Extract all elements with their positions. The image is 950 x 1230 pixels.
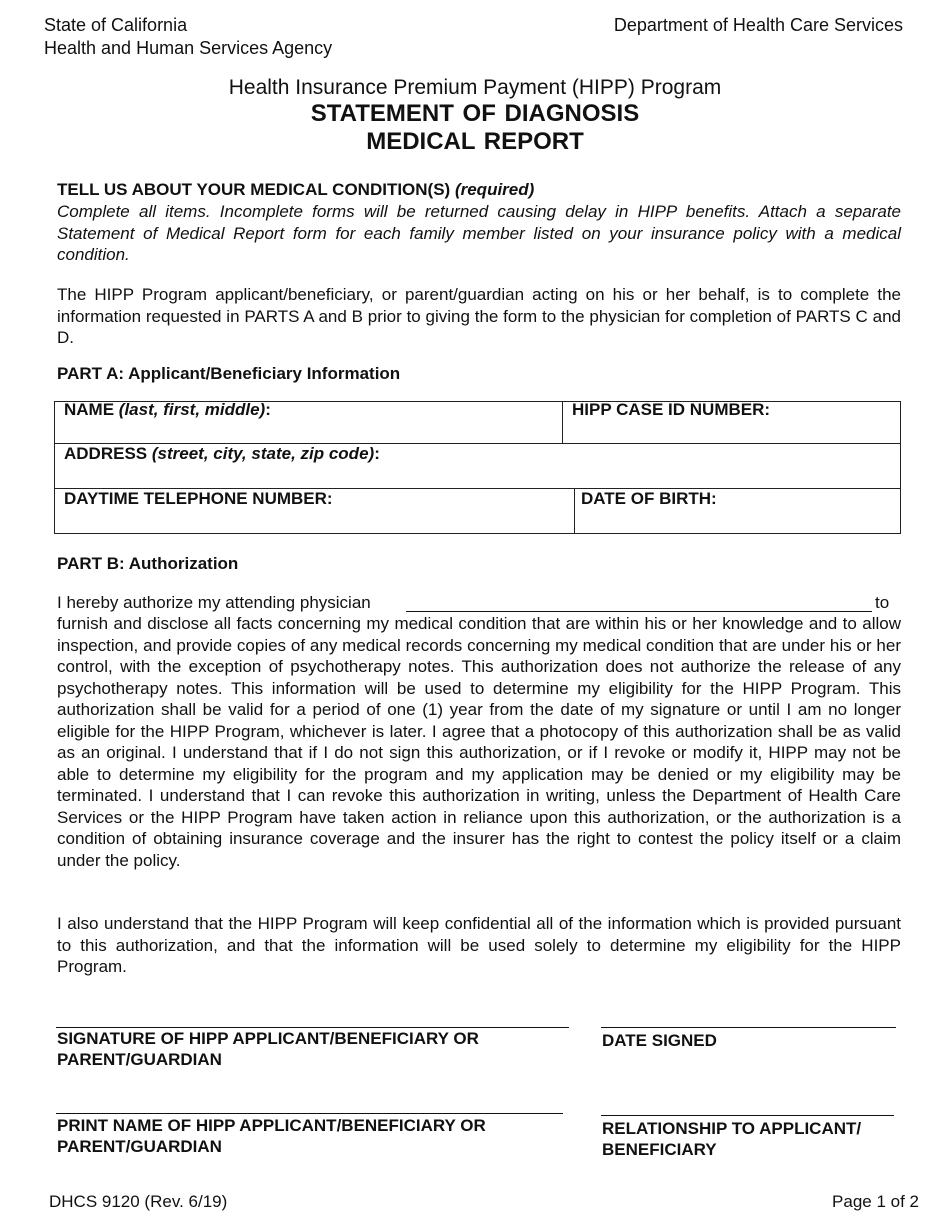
- intro-paragraph: The HIPP Program applicant/beneficiary, or parent/guardian acting on his or her behalf, is to complete the information requested in PARTS A and B prior to giving the form to the physician for completion of PARTS C and D.: [57, 285, 901, 347]
- page-number: Page 1 of 2: [832, 1192, 919, 1211]
- name-field[interactable]: NAME (last, first, middle):: [64, 400, 271, 419]
- authorization-to: to: [875, 593, 890, 612]
- case-id-label: HIPP CASE ID NUMBER:: [572, 400, 771, 419]
- form-subtitle: MEDICAL REPORT: [366, 128, 584, 155]
- agency-label: Health and Human Services Agency: [44, 38, 333, 58]
- state-label: State of California: [44, 15, 188, 35]
- relationship-line[interactable]: [601, 1115, 894, 1116]
- case-id-field[interactable]: [572, 400, 770, 420]
- heading-text: TELL US ABOUT YOUR MEDICAL CONDITION(S): [57, 180, 451, 199]
- print-name-label: PRINT NAME OF HIPP APPLICANT/BENEFICIARY OR PARENT/GUARDIAN: [57, 1116, 486, 1156]
- name-label: NAME: [64, 400, 115, 419]
- department-label: Department of Health Care Services: [613, 15, 903, 35]
- address-field[interactable]: ADDRESS (street, city, state, zip code):: [64, 444, 380, 463]
- relationship-label: RELATIONSHIP TO APPLICANT/ BENEFICIARY: [602, 1119, 862, 1159]
- required-note: (required): [454, 180, 535, 199]
- physician-name-field[interactable]: [406, 591, 872, 612]
- print-name-line[interactable]: [56, 1113, 563, 1114]
- form-id: DHCS 9120 (Rev. 6/19): [49, 1192, 228, 1211]
- table-divider: [562, 401, 563, 443]
- dob-label: DATE OF BIRTH:: [581, 489, 717, 508]
- authorization-lead-in: I hereby authorize my attending physician: [57, 593, 371, 612]
- authorization-paragraph: furnish and disclose all facts concerning my medical condition that are within his or her knowledge and to allow inspection, and provide copies of any medical records concerning my medical condition that are under his or her control, with the exception of psychotherapy notes. This authorization does not authorize the release of any psychotherapy notes. This information will be used to determine my eligibility for the HIPP Program. This authorization shall be valid for a period of one (1) year from the date of my signature or until I am no longer eligible for the HIPP Program, whichever is later. I agree that a photocopy of this authorization shall be as valid as an original. I understand that if I do not sign this authorization, or if I revoke or modify it, HIPP may not be able to determine my eligibility for the program and my application may be denied or my eligibility may be terminated. I understand that I can revoke this authorization in writing, unless the Department of Health Care Services or the HIPP Program have taken action in reliance upon this authorization, or the authorization is a condition of obtaining insurance coverage and the insurer has the right to contest the policy itself or a claim under the policy.: [57, 614, 901, 870]
- phone-field[interactable]: [64, 489, 333, 509]
- confidentiality-paragraph: I also understand that the HIPP Program will keep confidential all of the information which is provided pursuant to this authorization, and that the information will be used solely to determine my eligibility for the HIPP Program.: [57, 914, 901, 976]
- date-signed-label: DATE SIGNED: [602, 1031, 717, 1050]
- address-hint: (street, city, state, zip code): [151, 444, 375, 463]
- instructions-text: Complete all items. Incomplete forms will be returned causing delay in HIPP benefits. Attach a separate Statement of Medical Report form for each family member listed on your insurance policy with a medical condition.: [57, 202, 901, 264]
- part-b-heading: PART B: Authorization: [57, 554, 239, 573]
- dob-field[interactable]: [581, 489, 717, 509]
- program-title: Health Insurance Premium Payment (HIPP) Program: [228, 76, 722, 99]
- name-hint: (last, first, middle): [118, 400, 266, 419]
- table-divider: [574, 488, 575, 533]
- form-title: STATEMENT OF DIAGNOSIS: [310, 100, 640, 127]
- date-signed-line[interactable]: [601, 1027, 896, 1028]
- address-label: ADDRESS: [64, 444, 148, 463]
- medical-condition-heading: [57, 179, 901, 201]
- signature-label: SIGNATURE OF HIPP APPLICANT/BENEFICIARY OR PARENT/GUARDIAN: [57, 1029, 479, 1069]
- applicant-info-table: [54, 401, 901, 534]
- part-a-heading: PART A: Applicant/Beneficiary Information: [57, 364, 401, 383]
- phone-label: DAYTIME TELEPHONE NUMBER:: [64, 489, 333, 508]
